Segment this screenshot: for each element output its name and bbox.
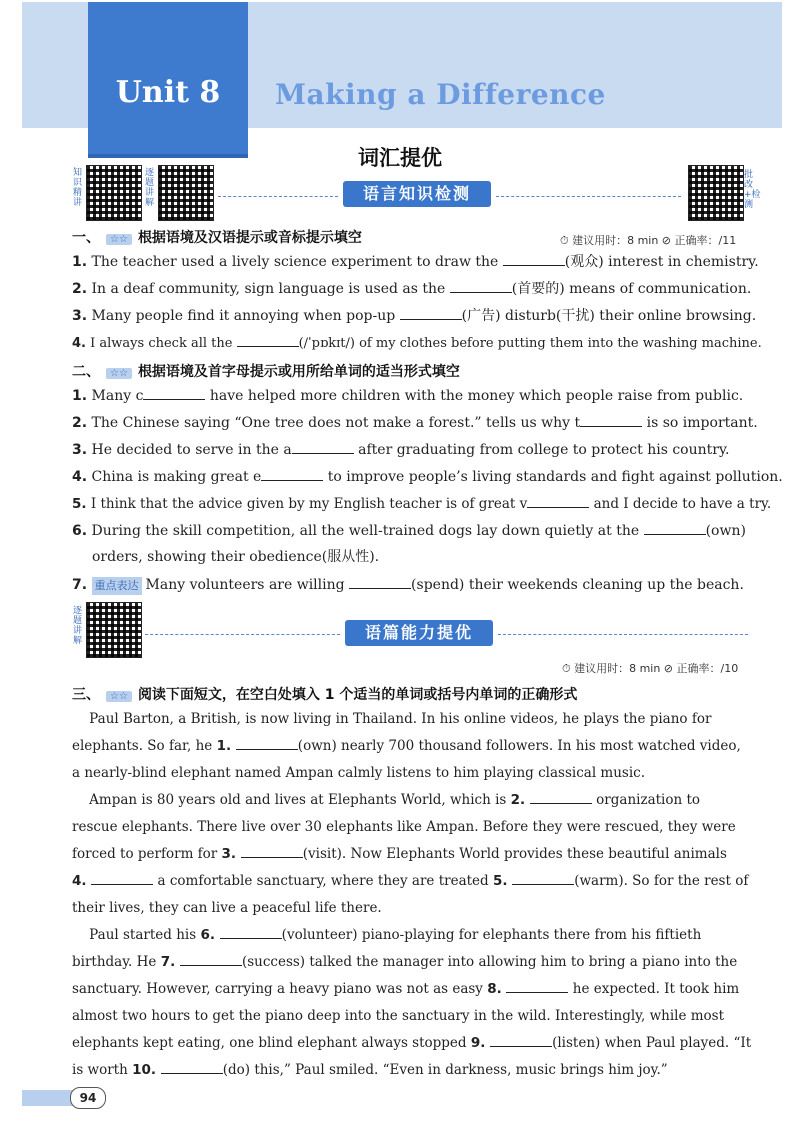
list-item-continuation: orders, showing their obedience(服从性). [92, 549, 380, 565]
passage-text: (warm). So for the rest of [574, 873, 749, 889]
blank-number: 5. [492, 873, 513, 889]
passage-text: (own) nearly 700 thousand followers. In his most watched video, [297, 738, 741, 754]
blank-number: 10. [132, 1062, 161, 1078]
unit-label: Unit 8 [115, 75, 221, 110]
blank-number: 7. [160, 954, 180, 970]
passage-line [72, 791, 700, 809]
answer-blank[interactable] [506, 980, 568, 993]
passage-text: elephants kept eating, one blind elephant always stopped [72, 1035, 471, 1051]
qr-caption: 逐题讲解 [145, 168, 155, 208]
answer-blank[interactable] [527, 495, 589, 508]
list-item: 6. During the skill competition, all the well-trained dogs lay down quietly at the (own) [72, 523, 746, 539]
list-item: 4. China is making great e to improve people’s living standards and fight against pollution. [72, 469, 783, 485]
passage-text: almost two hours to get the piano deep into the sanctuary in the wild. Interestingly, while most [72, 1008, 725, 1024]
passage-line [72, 1007, 724, 1025]
answer-blank[interactable] [143, 387, 205, 400]
divider [218, 196, 338, 197]
qr-code-icon[interactable] [86, 165, 142, 221]
part1-heading: 一、 ☆☆ 根据语境及汉语提示或音标提示填空 [72, 230, 362, 246]
passage-line [72, 737, 741, 755]
part2-heading: 二、 ☆☆ 根据语境及首字母提示或用所给单词的适当形式填空 [72, 364, 460, 380]
difficulty-stars-icon: ☆☆ [106, 368, 132, 379]
time-accuracy-meta: ⏱ 建议用时：8 min ⊘ 正确率：/11 [560, 234, 737, 247]
list-item: 7. 重点表达 Many volunteers are willing (spend) their weekends cleaning up the beach. [72, 577, 744, 593]
key-expression-tag: 重点表达 [92, 577, 142, 595]
passage-text: Paul started his [72, 927, 201, 943]
page-title: 词汇提优 [358, 146, 442, 170]
passage-line [72, 764, 645, 782]
answer-blank[interactable] [450, 280, 512, 293]
passage-text: their lives, they can live a peaceful life there. [72, 900, 382, 916]
list-item: 4. I always check all the (/ˈpɒkɪt/) of my clothes before putting them into the washing machine. [72, 336, 762, 351]
answer-blank[interactable] [580, 414, 642, 427]
passage-text: Ampan is 80 years old and lives at Elephants World, which is [72, 792, 511, 808]
answer-blank[interactable] [161, 1061, 223, 1074]
qr-code-icon[interactable] [158, 165, 214, 221]
answer-blank[interactable] [292, 441, 354, 454]
blank-number: 6. [200, 927, 220, 943]
section-banner-discourse: 语篇能力提优 [345, 620, 493, 646]
qr-code-icon[interactable] [688, 165, 744, 221]
difficulty-stars-icon: ☆☆ [106, 234, 132, 245]
list-item: 3. He decided to serve in the a after graduating from college to protect his country. [72, 442, 730, 458]
passage-line [72, 980, 739, 998]
blank-number: 1. [216, 738, 236, 754]
passage-text: he expected. It took him [568, 981, 740, 997]
answer-blank[interactable] [91, 872, 153, 885]
passage-line [72, 845, 727, 863]
answer-blank[interactable] [241, 845, 303, 858]
qr-caption: 批改+检测 [744, 170, 761, 210]
answer-blank[interactable] [236, 737, 298, 750]
passage-text: sanctuary. However, carrying a heavy piano was not as easy [72, 981, 488, 997]
answer-blank[interactable] [180, 953, 242, 966]
passage-text: (listen) when Paul played. “It [552, 1035, 752, 1051]
answer-blank[interactable] [400, 307, 462, 320]
time-accuracy-meta: ⏱ 建议用时：8 min ⊘ 正确率：/10 [562, 662, 739, 675]
passage-text: (visit). Now Elephants World provides these beautiful animals [302, 846, 727, 862]
passage-text: a nearly-blind elephant named Ampan calmly listens to him playing classical music. [72, 765, 646, 781]
list-item: 1. Many c have helped more children with the money which people raise from public. [72, 388, 744, 404]
qr-caption: 逐题讲解 [73, 606, 83, 646]
list-item: 1. The teacher used a lively science experiment to draw the (观众) interest in chemistry. [72, 254, 759, 270]
divider [145, 634, 340, 635]
section-banner-language: 语言知识检测 [343, 181, 491, 207]
passage-line [72, 710, 711, 728]
difficulty-stars-icon: ☆☆ [106, 691, 132, 702]
answer-blank[interactable] [503, 253, 565, 266]
passage-text: Paul Barton, a British, is now living in Thailand. In his online videos, he plays the piano for [72, 711, 712, 727]
qr-code-icon[interactable] [86, 602, 142, 658]
answer-blank[interactable] [490, 1034, 552, 1047]
blank-number: 4. [72, 873, 92, 889]
blank-number: 9. [470, 1035, 491, 1051]
passage-text: birthday. He [72, 954, 161, 970]
passage-line [72, 818, 736, 836]
passage-text: elephants. So far, he [72, 738, 217, 754]
answer-blank[interactable] [530, 791, 592, 804]
answer-blank[interactable] [512, 872, 574, 885]
blank-number: 2. [510, 792, 530, 808]
divider [496, 196, 681, 197]
answer-blank[interactable] [349, 576, 411, 589]
list-item: 3. Many people find it annoying when pop-up (广告) disturb(干扰) their online browsing. [72, 308, 757, 324]
answer-blank[interactable] [220, 926, 282, 939]
divider [498, 634, 748, 635]
passage-text: is worth [72, 1062, 133, 1078]
passage-text: a comfortable sanctuary, where they are treated [153, 873, 493, 889]
list-item: 5. I think that the advice given by my English teacher is of great v and I decide to have a try. [72, 496, 772, 512]
answer-blank[interactable] [237, 334, 299, 347]
answer-blank[interactable] [644, 522, 706, 535]
passage-text: (do) this,” Paul smiled. “Even in darkness, music brings him joy.” [222, 1062, 668, 1078]
passage-text: (success) talked the manager into allowing him to bring a piano into the [241, 954, 738, 970]
passage-line [72, 1061, 668, 1079]
unit-title: Making a Difference [275, 78, 606, 111]
passage-line [72, 899, 382, 917]
passage-text: (volunteer) piano-playing for elephants there from his fiftieth [281, 927, 702, 943]
passage-line [72, 926, 701, 944]
passage-line [72, 872, 748, 890]
answer-blank[interactable] [261, 468, 323, 481]
list-item: 2. In a deaf community, sign language is used as the (首要的) means of communication. [72, 281, 752, 297]
blank-number: 3. [221, 846, 241, 862]
passage-text: organization to [591, 792, 701, 808]
passage-line [72, 953, 737, 971]
blank-number: 8. [487, 981, 507, 997]
page-number: 94 [70, 1087, 106, 1109]
passage-text: forced to perform for [72, 846, 222, 862]
list-item: 2. The Chinese saying “One tree does not make a forest.” tells us why t is so important. [72, 415, 758, 431]
part3-heading: 三、 ☆☆ 阅读下面短文，在空白处填入 1 个适当的单词或括号内单词的正确形式 [72, 687, 578, 703]
passage-line [72, 1034, 751, 1052]
passage-text: rescue elephants. There live over 30 elephants like Ampan. Before they were rescued, they were [72, 819, 736, 835]
qr-caption: 知识精讲 [73, 168, 83, 208]
